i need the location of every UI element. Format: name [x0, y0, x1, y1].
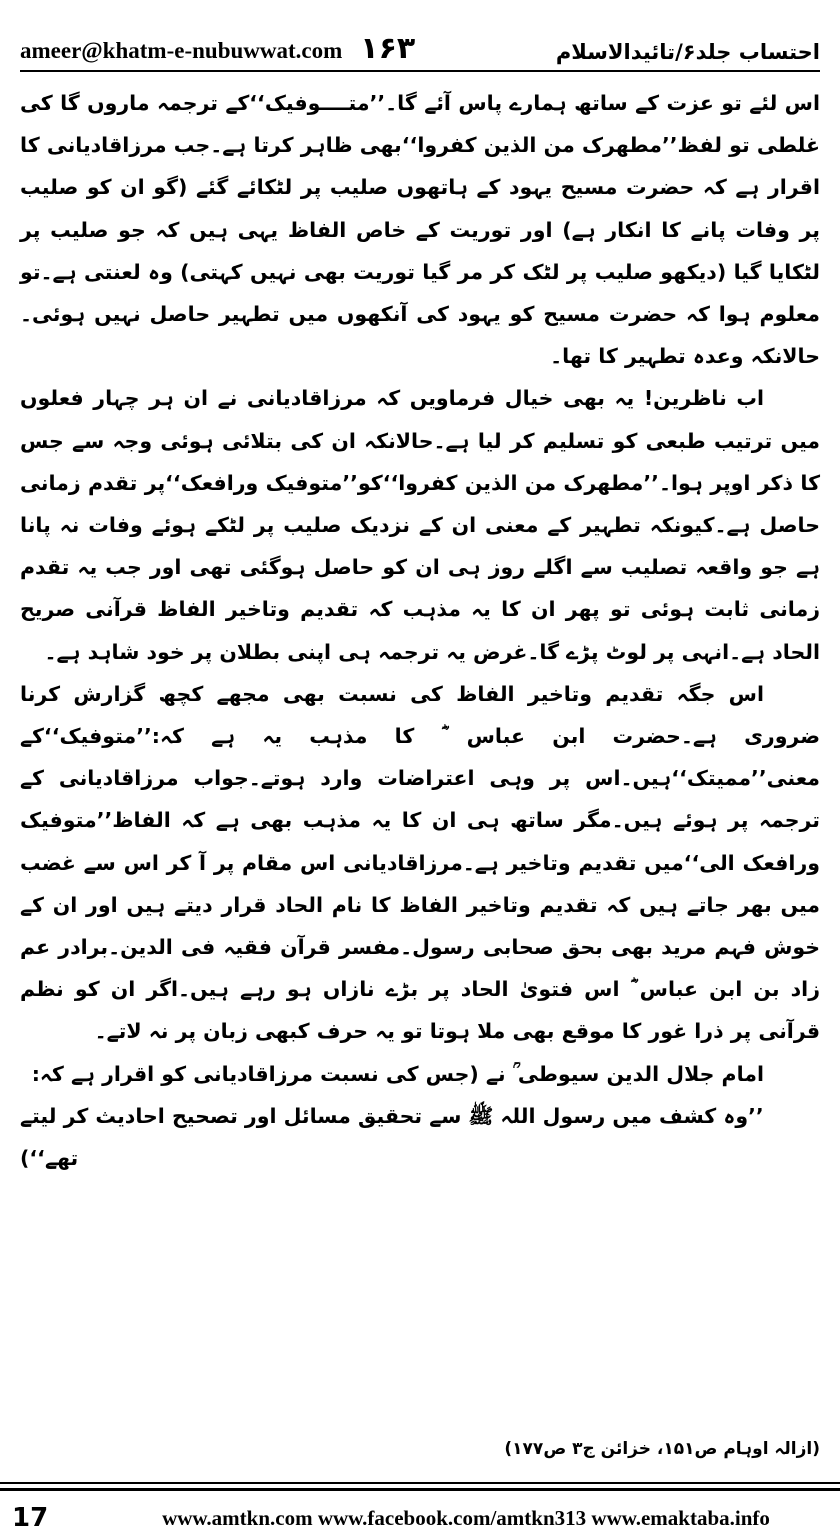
page-body — [20, 82, 820, 1179]
paragraph-4: امام جلال الدین سیوطی ؒ نے (جس کی نسبت مرزاقادیانی کو اقرار ہے کہ: — [31, 1061, 764, 1086]
paragraph-1: اس لئے تو عزت کے ساتھ ہمارے پاس آئے گا۔’’متــــوفیک‘‘کے ترجمہ ماروں گا کی غلطی تو لفظ’’مطھرک من الذین کفروا‘‘بھی ظاہر کرتا ہے۔جب مرزاقادیانی کا اقرار ہے کہ حضرت مسیح یہود کے ہاتھوں صلیب پر لٹکائے گئے (گو ان کو صلیب پر وفات پانے کا انکار ہے) اور توریت کے خاص الفاظ یہی ہیں کہ جو صلیب پر لٹکایا گیا (دیکھو صلیب پر لٹک کر مر گیا توریت بھی نہیں کہتی) وہ لعنتی ہے۔تو معلوم ہوا کہ حضرت مسیح کو یہود کی آنکھوں میں تطہیر حاصل نہیں ہوئی۔حالانکہ وعدہ تطہیر کا تھا۔ — [20, 91, 820, 369]
source-citation: (ازالہ اوہام ص۱۵۱، خزائن ج۳ ص۱۷۷) — [504, 1439, 820, 1459]
footer-divider-bottom — [0, 1488, 840, 1491]
header-page-number: ۱۶۳ — [360, 31, 416, 66]
page-header — [20, 8, 820, 64]
header-email[interactable]: ameer@khatm-e-nubuwwat.com — [20, 38, 343, 63]
header-divider — [20, 70, 820, 72]
header-left — [20, 31, 416, 66]
footer-page-number: 17 — [12, 1503, 49, 1533]
paragraph-2: اب ناظرین! یہ بھی خیال فرماویں کہ مرزاقادیانی نے ان ہر چہار فعلوں میں ترتیب طبعی کو تسلیم کر لیا ہے۔حالانکہ ان کی بتلائی ہوئی وجہ سے جس کا ذکر اوپر ہوا۔’’مطھرک من الذین کفروا‘‘کو’’متوفیک ورافعک‘‘پر تقدم زمانی حاصل ہے۔کیونکہ تطہیر کے معنی ان کے نزدیک صلیب پر لٹکے ہوئے وفات نہ پانا ہے جو واقعہ تصلیب سے اگلے روز ہی ان کو حاصل ہوگئی تھی اور جب یہ تقدم زمانی ثابت ہوئی تو پھر ان کا یہ مذہب کہ تقدیم وتاخیر الفاظ قرآنی صریح الحاد ہے۔انہی پر لوٹ پڑے گا۔غرض یہ ترجمہ ہی اپنی بطلان پر خود شاہد ہے۔ — [20, 386, 820, 664]
footer-website-links[interactable]: www.amtkn.com www.facebook.com/amtkn313 www.emaktaba.info — [162, 1505, 770, 1530]
kashf-quote: ’’وہ کشف میں رسول اللہ ﷺ سے تحقیق مسائل اور تصحیح احادیث کر لیتے تھے‘‘) — [20, 1103, 764, 1171]
footer-divider-top — [0, 1482, 840, 1484]
header-book-title: احتساب جلد۶/تائیدالاسلام — [555, 40, 820, 64]
paragraph-3: اس جگہ تقدیم وتاخیر الفاظ کی نسبت بھی مجھے کچھ گزارش کرنا ضروری ہے۔حضرت ابن عباس ؓ کا مذہب یہ ہے کہ:’’متوفیک‘‘کے معنی’’ممیتک‘‘ہیں۔اس پر وہی اعتراضات وارد ہوتے۔جواب مرزاقادیانی کے ترجمہ پر ہوئے ہیں۔مگر ساتھ ہی ان کا یہ مذہب بھی ہے کہ الفاظ’’متوفیک ورافعک الی‘‘میں تقدیم وتاخیر ہے۔مرزاقادیانی اس مقام پر آ کر اس سے غضب میں بھر جاتے ہیں کہ تقدیم وتاخیر الفاظ کا نام الحاد قرار دیتے ہیں اور ان کے خوش فہم مرید بھی بحق صحابی رسول۔مفسر قرآن فقیہ فی الدین۔برادر عم زاد بن ابن عباس ؓ اس فتویٰ الحاد پر بڑے نازاں ہو رہے ہیں۔اگر ان کو نظم قرآنی پر ذرا غور کا موقع بھی ملا ہوتا تو یہ حرف کبھی زبان پر نہ لاتے۔ — [20, 681, 820, 1044]
page-footer — [0, 1496, 840, 1540]
